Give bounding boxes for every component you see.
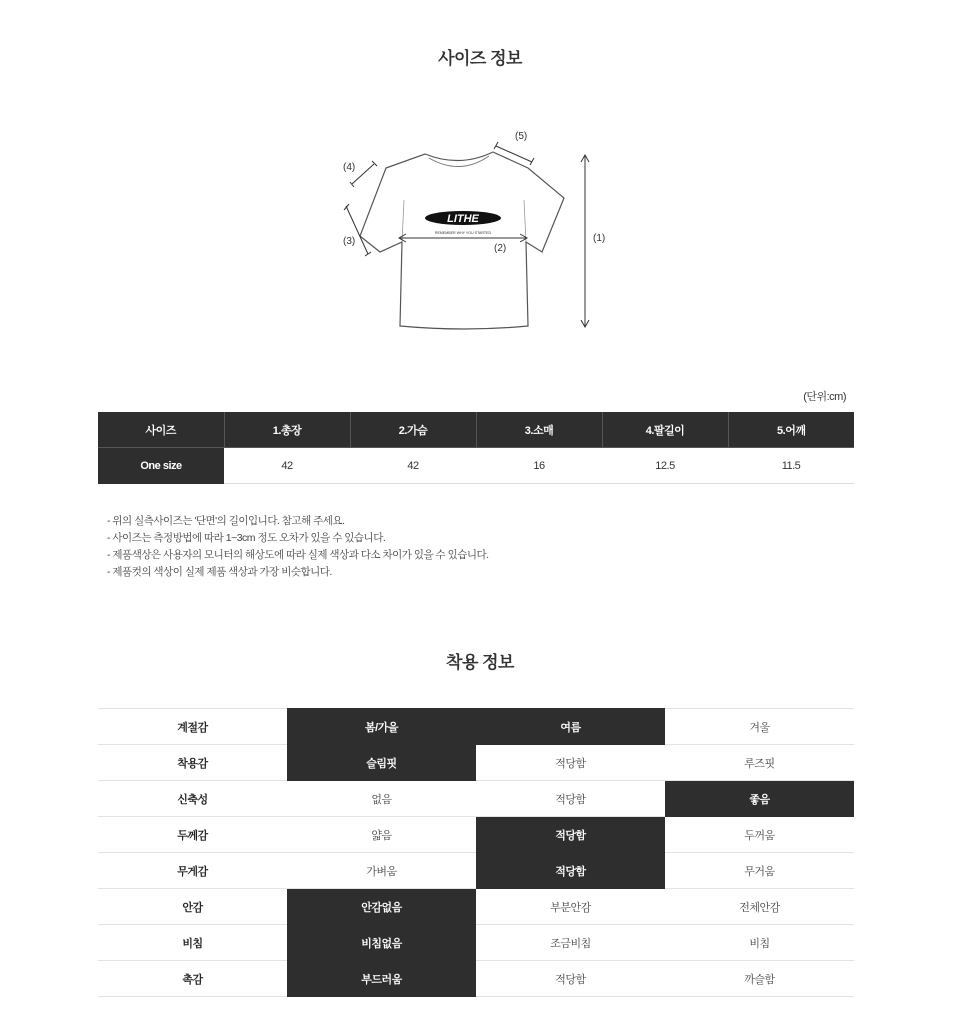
header-size: 사이즈 <box>98 412 224 448</box>
wear-option: 조금비침 <box>476 925 665 961</box>
wear-option-selected: 여름 <box>476 709 665 745</box>
header-shoulder: 5.어깨 <box>728 412 854 448</box>
wear-row-label: 신축성 <box>98 781 287 817</box>
header-total-length: 1.총장 <box>224 412 350 448</box>
svg-text:LITHE: LITHE <box>447 213 479 225</box>
wear-row-label: 착용감 <box>98 745 287 781</box>
svg-text:(1): (1) <box>593 233 606 244</box>
wear-row-label: 안감 <box>98 889 287 925</box>
note-line: - 제품컷의 색상이 실제 제품 색상과 가장 비슷합니다. <box>107 566 332 578</box>
wear-info-table <box>98 708 854 997</box>
wear-row-label: 촉감 <box>98 961 287 997</box>
table-cell: 16 <box>476 448 602 484</box>
wear-row <box>98 961 854 997</box>
wear-option: 비침 <box>665 925 854 961</box>
wear-option: 무거움 <box>665 853 854 889</box>
wear-row-label: 비침 <box>98 925 287 961</box>
table-cell: 42 <box>350 448 476 484</box>
size-table-header <box>98 412 854 448</box>
wear-option-selected: 부드러움 <box>287 961 476 997</box>
size-notes <box>107 513 489 581</box>
wear-row-label: 무게감 <box>98 853 287 889</box>
note-line: - 제품색상은 사용자의 모니터의 해상도에 따라 실제 색상과 다소 차이가 있을 수 있습니다. <box>107 549 489 561</box>
wear-option-selected: 적당함 <box>476 853 665 889</box>
wear-option-selected: 비침없음 <box>287 925 476 961</box>
note-line: - 사이즈는 측정방법에 따라 1~3cm 정도 오차가 있을 수 있습니다. <box>107 532 386 544</box>
size-name-cell: One size <box>98 448 224 484</box>
svg-text:(2): (2) <box>494 243 507 254</box>
size-table <box>98 412 854 484</box>
table-cell: 11.5 <box>728 448 854 484</box>
header-chest: 2.가슴 <box>350 412 476 448</box>
wear-option: 두꺼움 <box>665 817 854 853</box>
size-info-title: 사이즈 정보 <box>438 49 522 68</box>
wear-option: 부분안감 <box>476 889 665 925</box>
header-sleeve: 3.소매 <box>476 412 602 448</box>
wear-row <box>98 817 854 853</box>
wear-option: 루즈핏 <box>665 745 854 781</box>
table-cell: 42 <box>224 448 350 484</box>
header-arm-length: 4.팔길이 <box>602 412 728 448</box>
wear-option: 가벼움 <box>287 853 476 889</box>
unit-label: (단위:cm) <box>803 391 846 403</box>
wear-row <box>98 853 854 889</box>
note-line: - 위의 실측사이즈는 '단면'의 길이입니다. 참고해 주세요. <box>107 515 345 527</box>
tshirt-size-diagram <box>330 120 630 340</box>
wear-option: 전체안감 <box>665 889 854 925</box>
wear-option-selected: 적당함 <box>476 817 665 853</box>
wear-option: 까슬함 <box>665 961 854 997</box>
tshirt-outline <box>360 152 564 329</box>
wear-option: 적당함 <box>476 781 665 817</box>
wear-option-selected: 봄/가을 <box>287 709 476 745</box>
wear-option: 적당함 <box>476 961 665 997</box>
wear-row <box>98 925 854 961</box>
wear-info-title: 착용 정보 <box>446 653 514 672</box>
wear-option: 겨울 <box>665 709 854 745</box>
wear-option-selected: 안감없음 <box>287 889 476 925</box>
table-row <box>98 448 854 484</box>
wear-option: 적당함 <box>476 745 665 781</box>
table-cell: 12.5 <box>602 448 728 484</box>
wear-option-selected: 슬림핏 <box>287 745 476 781</box>
wear-row <box>98 781 854 817</box>
wear-row <box>98 889 854 925</box>
wear-option: 얇음 <box>287 817 476 853</box>
wear-option-selected: 좋음 <box>665 781 854 817</box>
wear-row-label: 두께감 <box>98 817 287 853</box>
svg-text:(3): (3) <box>343 236 356 247</box>
wear-row <box>98 709 854 745</box>
svg-text:REMEMBER WHY YOU STARTED: REMEMBER WHY YOU STARTED <box>434 231 492 235</box>
svg-text:(5): (5) <box>515 131 528 142</box>
svg-text:(4): (4) <box>343 162 356 173</box>
wear-row-label: 계절감 <box>98 709 287 745</box>
wear-row <box>98 745 854 781</box>
wear-option: 없음 <box>287 781 476 817</box>
